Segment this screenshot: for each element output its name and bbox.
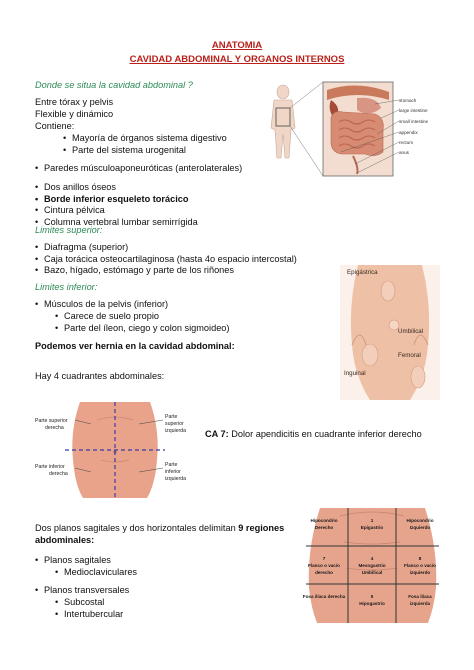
region-label: 4 [370, 556, 374, 561]
quadrant-label: Parte superior [35, 418, 68, 424]
quadrant-label: Parte inferior [35, 464, 65, 470]
line-flexible: Flexible y dinámico [35, 109, 114, 119]
region-label: Fosa ilíaca derecha [302, 594, 346, 599]
region-label: Hipogastrio [359, 601, 385, 606]
quadrants-illustration [35, 400, 195, 500]
quadrant-label: izquierda [165, 428, 187, 434]
organs-illustration [265, 78, 440, 180]
quadrant-label: Parte [165, 414, 178, 420]
region-label: 5 [370, 594, 374, 599]
planos-intro-a: Dos planos sagitales y dos horizontales delimitan [35, 523, 239, 533]
organ-label: anus [399, 150, 409, 155]
list-item: • Cintura pélvica [35, 205, 198, 217]
planos-intro [35, 522, 285, 546]
section-heading-superior: Limites superior: [35, 225, 103, 235]
region-label: derecho [315, 570, 333, 575]
ca7-text: Dolor apendicitis en cuadrante inferior derecho [228, 429, 422, 439]
ca7-note [205, 428, 422, 440]
superior-list [35, 242, 297, 277]
planos-intro-c: abdominales: [35, 535, 95, 545]
list-item: • Parte del sistema urogenital [63, 145, 227, 157]
region-label: Mesogastrio [358, 563, 386, 568]
quadrant-label: derecha [45, 425, 64, 431]
organ-label: small intestine [399, 119, 429, 124]
region-label: izquierdo [409, 570, 431, 575]
hernia-label: Epigástrica [347, 269, 378, 276]
contiene-list [63, 133, 227, 156]
list-item: • Intertubercular [55, 609, 123, 621]
medio-list [55, 567, 137, 579]
figure-four-quadrants [35, 400, 195, 500]
list-item: • Músculos de la pelvis (inferior) [35, 299, 168, 311]
list-item: • Planos transversales [35, 585, 129, 597]
quadrant-label: inferior [165, 469, 181, 475]
transversales-sub-list [55, 597, 123, 620]
region-label: Umbilical [361, 570, 383, 575]
region-label: Epigastrio [360, 525, 384, 530]
ca7-label: CA 7: [205, 429, 229, 439]
list-item: • Carece de suelo propio [55, 311, 229, 323]
organ-label: stomach [399, 98, 417, 103]
quadrant-label: derecha [49, 471, 68, 477]
quadrant-label: Parte [165, 462, 178, 468]
list-item: • Borde inferior esqueleto torácico [35, 194, 198, 206]
region-label: Hipocondrio [406, 518, 434, 523]
section-heading-inferior: Limites inferior: [35, 282, 98, 292]
list-item: • Mayoría de órganos sistema digestivo [63, 133, 227, 145]
figure-nine-regions [300, 508, 445, 623]
region-label: 7 [322, 556, 326, 561]
list-item: • Medioclaviculares [55, 567, 137, 579]
anillos-list [35, 182, 198, 228]
region-label: Derecho [314, 525, 334, 530]
region-label: Fosa ilíaca [408, 594, 432, 599]
list-item: • Bazo, hígado, estómago y parte de los riñones [35, 265, 297, 277]
hernia-label: Inguinal [344, 370, 366, 377]
region-label: 1 [370, 518, 374, 523]
line-entre: Entre tórax y pelvis [35, 97, 114, 107]
intro-lines [35, 96, 113, 132]
list-item: • Columna vertebral lumbar semirrígida [35, 217, 198, 229]
hernia-illustration [340, 265, 440, 400]
page-subtitle: CAVIDAD ABDOMINAL Y ORGANOS INTERNOS [129, 54, 345, 65]
line-contiene: Contiene: [35, 121, 75, 131]
section-heading-location: Donde se situa la cavidad abdominal ? [35, 80, 193, 90]
hernia-heading: Podemos ver hernia en la cavidad abdominal: [35, 341, 235, 351]
quadrant-label: superior [165, 421, 184, 427]
list-item: • Paredes músculoaponeuróticas (anterolaterales) [35, 163, 242, 175]
quadrant-label: izquierda [165, 476, 187, 482]
region-label: izquierda [409, 601, 431, 606]
hernia-label: Umbilical [398, 328, 424, 335]
figure-hernia-types [340, 265, 440, 400]
organ-label: appendix [399, 130, 418, 135]
figure-abdominal-organs [265, 78, 440, 180]
organ-label: large intestine [399, 108, 428, 113]
inferior-list [35, 299, 168, 311]
organ-label: rectum [399, 140, 414, 145]
cuadrantes-text: Hay 4 cuadrantes abdominales: [35, 371, 165, 381]
region-label: Flanco o vacío [404, 563, 436, 568]
list-item: • Diafragma (superior) [35, 242, 297, 254]
list-item: • Subcostal [55, 597, 123, 609]
region-label: Izquierdo [409, 525, 431, 530]
list-item: • Dos anillos óseos [35, 182, 198, 194]
planos-sagitales-list [35, 555, 111, 567]
paredes-list [35, 163, 242, 175]
region-label: Flanco o vacío [308, 563, 340, 568]
inferior-sub-list [55, 311, 229, 334]
list-item: • Planos sagitales [35, 555, 111, 567]
regions-illustration [300, 508, 445, 623]
list-item: • Caja torácica osteocartilaginosa (hasta 4o espacio intercostal) [35, 254, 297, 266]
region-label: 8 [418, 556, 422, 561]
planos-transversales-list [35, 585, 129, 597]
list-item: • Parte del íleon, ciego y colon sigmoideo) [55, 323, 229, 335]
hernia-label: Femoral [398, 352, 421, 359]
planos-intro-b: 9 regiones [238, 523, 285, 533]
page-title: ANATOMIA [211, 40, 263, 51]
region-label: Hipocondrio [310, 518, 338, 523]
